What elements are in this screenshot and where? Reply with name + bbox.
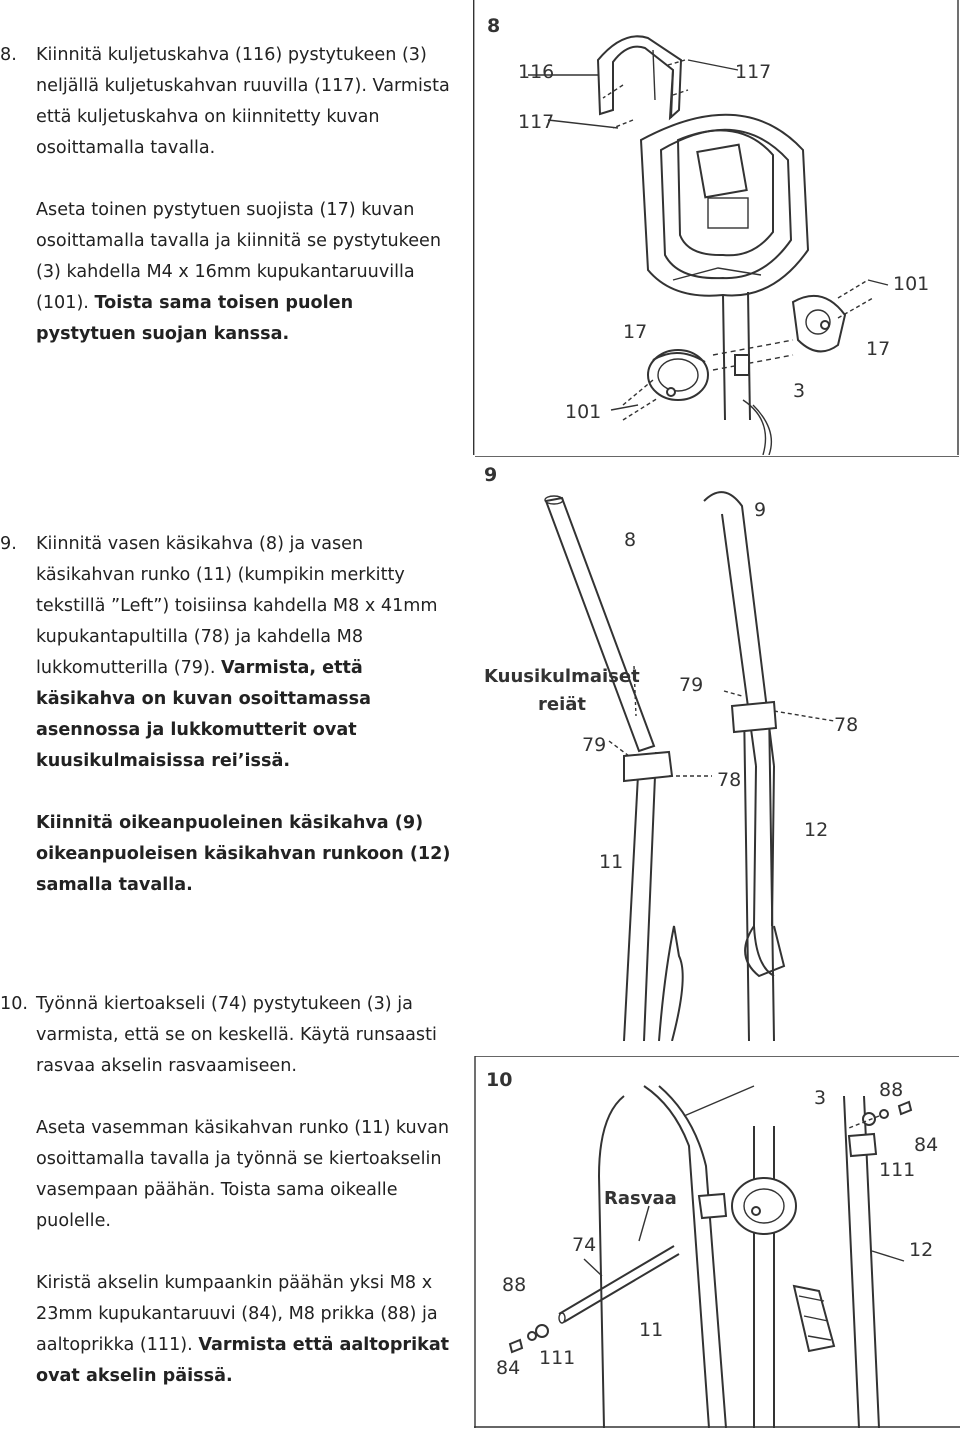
part-label: 17: [623, 321, 648, 343]
upright-cover-left: [648, 350, 708, 400]
emphasis-text: Varmista että aaltoprikat ovat akselin päissä.: [36, 1335, 450, 1386]
screw-leaders: [528, 60, 891, 420]
part-label: 101: [565, 401, 602, 423]
part-label: 9: [754, 499, 767, 521]
upright-cover-right: [793, 296, 845, 352]
part-label: 17: [866, 338, 891, 360]
part-label: 78: [834, 714, 859, 736]
part-label: 3: [793, 380, 806, 402]
part-label: 8: [624, 529, 637, 551]
emphasis-text: Kiinnitä oikeanpuoleinen käsikahva (9) oikeanpuoleisen käsikahvan runkoon (12) samalla tavalla.: [36, 813, 451, 895]
part-label: 116: [518, 61, 555, 83]
part-label: 88: [879, 1079, 904, 1101]
part-label: 11: [599, 851, 624, 873]
emphasis-text: Toista sama toisen puolen pystytuen suojan kanssa.: [36, 293, 354, 344]
part-label: 101: [893, 273, 930, 295]
part-label: 3: [814, 1087, 827, 1109]
part-label: 117: [735, 61, 772, 83]
pedal-drawing: [794, 1286, 834, 1351]
pivot-housing: [699, 1178, 796, 1234]
step-paragraph: [36, 529, 466, 777]
handlebar-drawing: [598, 36, 681, 118]
part-label: 117: [518, 111, 555, 133]
right-handle-drawing: [704, 492, 784, 1041]
annotation-text: Kuusikulmaiset: [484, 666, 640, 687]
annotation-text: reiät: [538, 694, 587, 715]
step-text: [36, 40, 456, 350]
part-label: 11: [639, 1319, 664, 1341]
part-label: 12: [909, 1239, 934, 1261]
step-number: 10.: [0, 994, 28, 1014]
part-label: 88: [502, 1274, 527, 1296]
figure-number: 9: [484, 464, 498, 486]
part-label: 111: [879, 1159, 916, 1181]
step-paragraph: [36, 1113, 456, 1237]
label-leaders: [584, 1086, 904, 1276]
step-paragraph: [36, 989, 456, 1082]
step-text: [36, 529, 466, 901]
console-drawing: [641, 115, 808, 296]
step-number: 8.: [0, 45, 17, 65]
step-paragraph: [36, 195, 456, 350]
step-paragraph: [36, 40, 456, 164]
frame-drawing: [599, 1086, 879, 1428]
part-label: 74: [572, 1234, 597, 1256]
step-number: 9.: [0, 534, 17, 554]
part-label: 12: [804, 819, 829, 841]
left-handle-drawing: [545, 496, 672, 1041]
left-frame-drawing: [659, 926, 683, 1041]
figure-number: 10: [486, 1069, 513, 1091]
part-label: 79: [582, 734, 607, 756]
figure-8: [473, 0, 960, 455]
part-label: 84: [914, 1134, 939, 1156]
part-label: 78: [717, 769, 742, 791]
body-text: Kiinnitä kuljetuskahva (116) pystytukeen (3) neljällä kuljetuskahvan ruuvilla (117). Varmista että kuljetuskahva on kiinnitetty kuvan osoittamalla tavalla.: [36, 45, 450, 158]
step-paragraph: [36, 808, 466, 901]
body-text: Aseta toinen pystytuen suojista (17) kuvan osoittamalla tavalla ja kiinnitä se pystytukeen (3) kahdella M4 x 16mm kupukantaruuvilla (101).: [36, 200, 441, 313]
part-label: 84: [496, 1357, 521, 1379]
step-text: [36, 989, 456, 1392]
body-text: Työnnä kiertoakseli (74) pystytukeen (3) ja varmista, että se on keskellä. Käytä runsaasti rasvaa akselin rasvaamiseen.: [36, 994, 437, 1076]
annotation-text: Rasvaa: [604, 1188, 677, 1209]
figure-10: [474, 1056, 960, 1428]
body-text: Aseta vasemman käsikahvan runko (11) kuvan osoittamalla tavalla ja työnnä se kiertoakselin vasempaan päähän. Toista sama oikealle puolelle.: [36, 1118, 450, 1231]
emphasis-text: Varmista, että käsikahva on kuvan osoittamassa asennossa ja lukkomutterit ovat kuusikulmaisissa rei’issä.: [36, 658, 371, 771]
part-label: 79: [679, 674, 704, 696]
figure-number: 8: [487, 15, 501, 37]
body-text: Kiinnitä vasen käsikahva (8) ja vasen käsikahvan runko (11) (kumpikin merkitty tekstillä ”Left”) toisiinsa kahdella M8 x 41mm kupukantapultilla (78) ja kahdella M8 lukkomutterilla (79).: [36, 534, 438, 678]
body-text: Kiristä akselin kumpaankin päähän yksi M8 x 23mm kupukantaruuvi (84), M8 prikka (88) ja aaltoprikka (111).: [36, 1273, 438, 1355]
part-label: 111: [539, 1347, 576, 1369]
figure-9: [474, 456, 960, 1041]
step-paragraph: [36, 1268, 456, 1392]
